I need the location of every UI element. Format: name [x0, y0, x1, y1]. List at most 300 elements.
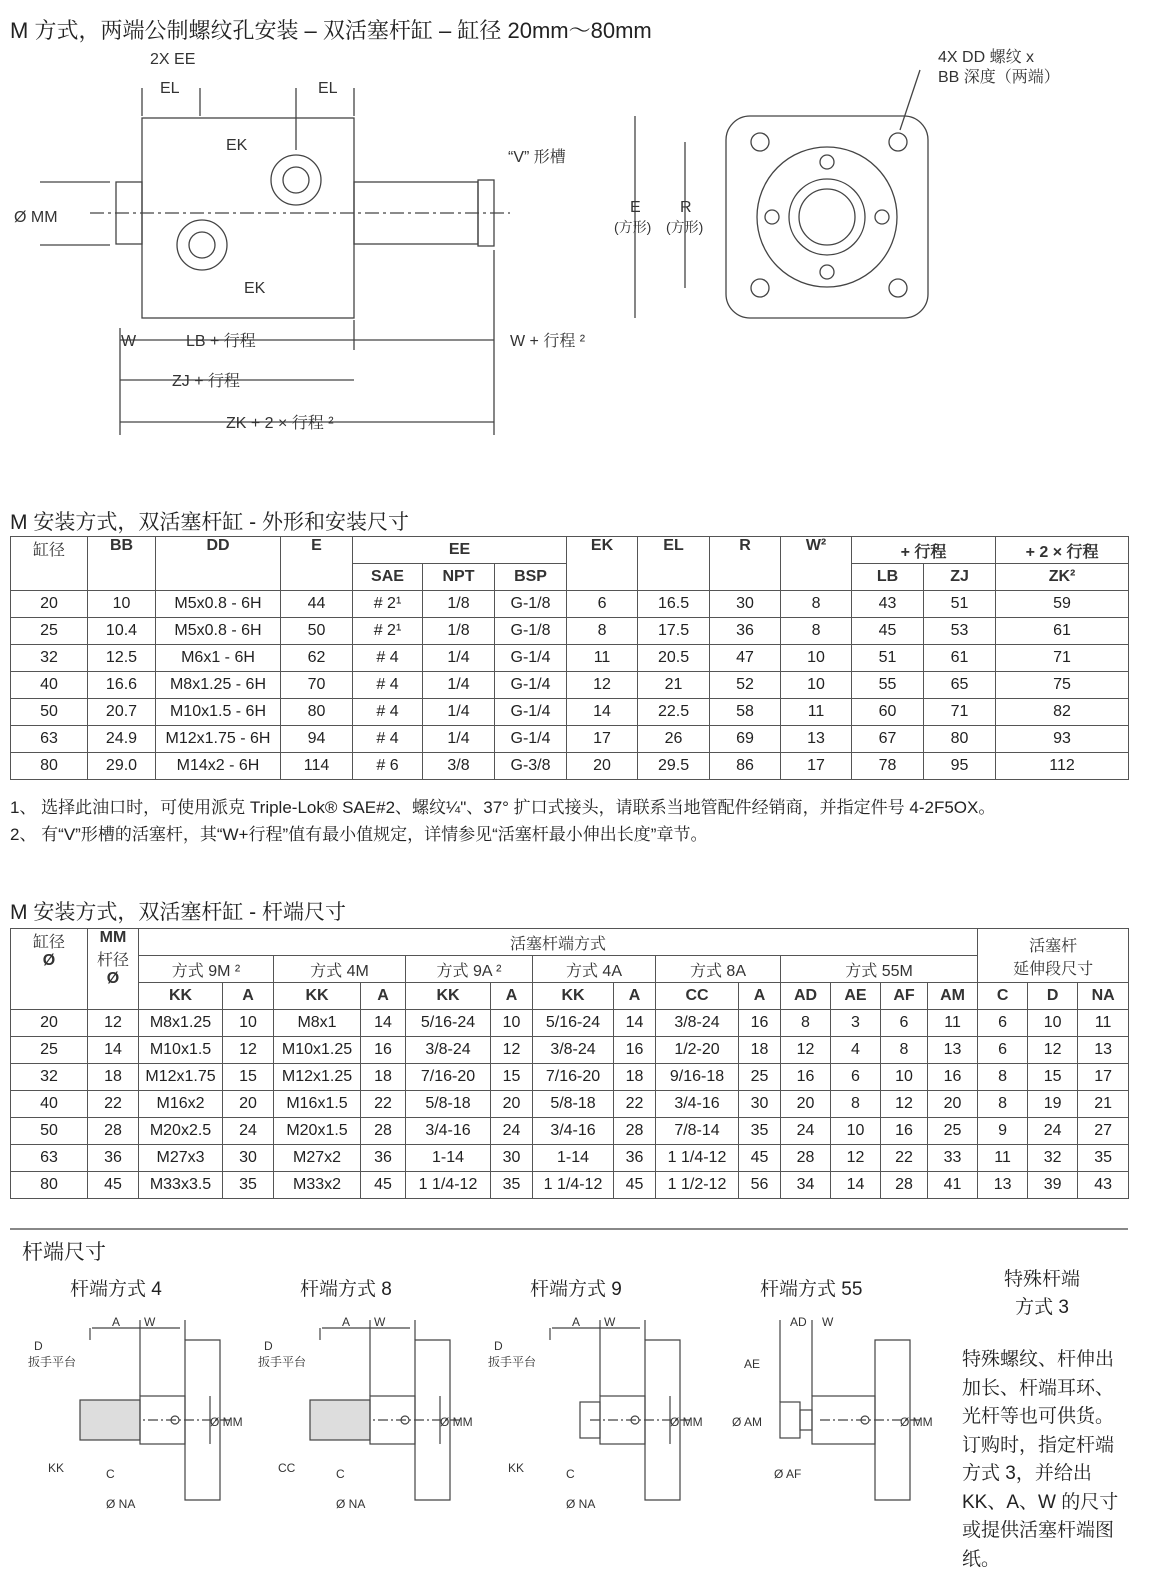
table-cell: 20.5: [638, 645, 710, 672]
table-cell: 56: [739, 1172, 781, 1199]
e-label: E: [630, 199, 641, 216]
rod-end-drawing: [250, 1310, 480, 1540]
table-cell: 12: [831, 1145, 881, 1172]
col-style-9a: 方式 9A ²: [406, 956, 533, 983]
rod-end-style-title: 杆端方式 55: [760, 1279, 863, 1300]
table-cell: 28: [361, 1118, 406, 1145]
table-cell: 24: [223, 1118, 274, 1145]
table-cell: 20: [928, 1091, 978, 1118]
table-cell: 21: [1078, 1091, 1129, 1118]
table-cell: 82: [996, 699, 1129, 726]
table-cell: 3/8-24: [406, 1037, 491, 1064]
table-cell: 1 1/4-12: [406, 1172, 491, 1199]
col-bb: BB: [88, 537, 156, 591]
table-cell: M33x2: [274, 1172, 361, 1199]
table-row: [11, 1172, 1129, 1199]
c-label: C: [566, 1467, 575, 1481]
table-cell: 71: [924, 699, 996, 726]
table-cell: 30: [710, 591, 781, 618]
cylinder-drawing-side: [0, 40, 620, 440]
table-cell: 35: [223, 1172, 274, 1199]
w-label: W: [822, 1315, 834, 1329]
table-cell: 28: [881, 1172, 928, 1199]
col-w: W²: [781, 537, 852, 591]
ek-label: EK: [226, 137, 248, 154]
table-cell: 28: [88, 1118, 139, 1145]
table-cell: 12: [1028, 1037, 1078, 1064]
table-cell: 26: [638, 726, 710, 753]
flat-label: 扳手平台: [488, 1355, 537, 1369]
table-cell: 20: [781, 1091, 831, 1118]
diameter-symbol: Ø: [106, 970, 120, 987]
table-cell: 1 1/4-12: [656, 1145, 739, 1172]
table-cell: 18: [739, 1037, 781, 1064]
rod-end-table: [10, 928, 1129, 1199]
table-cell: 32: [11, 1064, 88, 1091]
table-cell: 10: [88, 591, 156, 618]
zj-label: ZJ + 行程: [172, 373, 241, 390]
table-cell: 16: [928, 1064, 978, 1091]
table-cell: 43: [852, 591, 924, 618]
table-cell: M12x1.75 - 6H: [156, 726, 281, 753]
e-sub-label: (方形): [614, 219, 652, 235]
col-a: A: [739, 983, 781, 1010]
col-ek: EK: [567, 537, 638, 591]
col-kk: KK: [533, 983, 614, 1010]
rod-end-drawing: [480, 1310, 710, 1540]
col-plus-2stroke: + 2 × 行程: [996, 537, 1129, 564]
table-cell: 39: [1028, 1172, 1078, 1199]
port-top: [271, 155, 321, 205]
table-cell: 9/16-18: [656, 1064, 739, 1091]
table-cell: 58: [710, 699, 781, 726]
table-cell: 5/8-18: [406, 1091, 491, 1118]
table-cell: G-1/4: [495, 699, 567, 726]
table-cell: 8: [781, 618, 852, 645]
table-cell: 10: [781, 672, 852, 699]
col-ae: AE: [831, 983, 881, 1010]
mm-label: Ø MM: [14, 209, 58, 226]
table-cell: # 4: [353, 672, 423, 699]
dd-label: 4X DD 螺纹 x: [938, 49, 1035, 66]
d-label: D: [34, 1339, 43, 1353]
table-row: [11, 1064, 1129, 1091]
ek-label: EK: [244, 280, 266, 297]
table-cell: 45: [852, 618, 924, 645]
col-style-9m: 方式 9M ²: [139, 956, 274, 983]
table-cell: M5x0.8 - 6H: [156, 618, 281, 645]
table-cell: 1 1/4-12: [533, 1172, 614, 1199]
table-cell: 13: [928, 1037, 978, 1064]
table-cell: 63: [11, 1145, 88, 1172]
table-cell: 69: [710, 726, 781, 753]
table-cell: 28: [614, 1118, 656, 1145]
col-a: A: [491, 983, 533, 1010]
table-cell: 16: [361, 1037, 406, 1064]
col-am: AM: [928, 983, 978, 1010]
table-cell: 1-14: [406, 1145, 491, 1172]
table-cell: 112: [996, 753, 1129, 780]
col-plus-stroke: + 行程: [852, 537, 996, 564]
table-cell: 22: [361, 1091, 406, 1118]
a-label: A: [342, 1315, 351, 1329]
table-cell: 25: [739, 1064, 781, 1091]
table-cell: 67: [852, 726, 924, 753]
bore-label: 缸径: [32, 934, 65, 951]
table-row: [11, 1037, 1129, 1064]
table-cell: 65: [924, 672, 996, 699]
table-cell: 45: [88, 1172, 139, 1199]
diameter-symbol: Ø: [42, 952, 56, 969]
v-groove-label: “V” 形槽: [508, 149, 566, 166]
table-cell: M8x1.25 - 6H: [156, 672, 281, 699]
col-lb: LB: [852, 564, 924, 591]
col-style-4a: 方式 4A: [533, 956, 656, 983]
table-cell: 41: [928, 1172, 978, 1199]
table-cell: G-1/4: [495, 726, 567, 753]
table2-title: M 安装方式，双活塞杆缸 - 杆端尺寸: [10, 901, 346, 924]
table-cell: G-1/8: [495, 591, 567, 618]
table-cell: 18: [361, 1064, 406, 1091]
table-cell: 11: [1078, 1010, 1129, 1037]
table-cell: 63: [11, 726, 88, 753]
ad-label: AD: [790, 1315, 807, 1329]
ae-label: AE: [744, 1357, 761, 1371]
table-cell: 18: [88, 1064, 139, 1091]
table-cell: 10: [223, 1010, 274, 1037]
table-cell: 86: [710, 753, 781, 780]
table-cell: M6x1 - 6H: [156, 645, 281, 672]
table-cell: 22: [881, 1145, 928, 1172]
table-cell: 1/8: [423, 618, 495, 645]
w-label: W: [144, 1315, 156, 1329]
table-cell: 10: [1028, 1010, 1078, 1037]
col-ee: EE: [353, 537, 567, 564]
table-cell: 44: [281, 591, 353, 618]
table-cell: M8x1: [274, 1010, 361, 1037]
col-zk: ZK²: [996, 564, 1129, 591]
table-row: [11, 1010, 1129, 1037]
table-cell: 10.4: [88, 618, 156, 645]
dimensions-table: [10, 536, 1129, 780]
col-a: A: [614, 983, 656, 1010]
table-cell: 95: [924, 753, 996, 780]
table-cell: 12: [781, 1037, 831, 1064]
table-row: [11, 645, 1129, 672]
rod-end-style-title: 杆端方式 4: [70, 1279, 162, 1300]
table-cell: 11: [781, 699, 852, 726]
table-cell: M10x1.25: [274, 1037, 361, 1064]
table-cell: 16: [781, 1064, 831, 1091]
col-zj: ZJ: [924, 564, 996, 591]
am-label: Ø AM: [732, 1415, 763, 1429]
table-cell: 20: [567, 753, 638, 780]
ext-label: 活塞杆: [1029, 937, 1078, 955]
col-ad: AD: [781, 983, 831, 1010]
mm-label: Ø MM: [440, 1415, 473, 1429]
divider: [10, 1228, 1128, 1230]
c-label: C: [336, 1467, 345, 1481]
table-cell: 9: [978, 1118, 1028, 1145]
table-cell: 1/2-20: [656, 1037, 739, 1064]
table-cell: 20: [11, 591, 88, 618]
footnote-1: 1、 选择此油口时，可使用派克 Triple-Lok® SAE#2、螺纹¼"、37° 扩口式接头，请联系当地管配件经销商，并指定件号 4-2F5OX。: [10, 798, 996, 817]
table-cell: 17: [1078, 1064, 1129, 1091]
table-cell: 36: [88, 1145, 139, 1172]
col-dd: DD: [156, 537, 281, 591]
w-label: W: [604, 1315, 616, 1329]
table-cell: 5/8-18: [533, 1091, 614, 1118]
table-cell: 13: [1078, 1037, 1129, 1064]
table-row: [11, 726, 1129, 753]
special-title-1: 特殊杆端: [1003, 1269, 1080, 1290]
a-label: A: [112, 1315, 121, 1329]
page-title: M 方式，两端公制螺纹孔安装 – 双活塞杆缸 – 缸径 20mm～80mm: [10, 18, 652, 43]
table-cell: M14x2 - 6H: [156, 753, 281, 780]
table-cell: 29.0: [88, 753, 156, 780]
special-style-text: 特殊螺纹、杆伸出加长、杆端耳环、光杆等也可供货。订购时，指定杆端方式 3，并给出 KK、A、W 的尺寸或提供活塞杆端图纸。: [962, 1349, 1119, 1570]
col-r: R: [710, 537, 781, 591]
table-cell: 11: [978, 1145, 1028, 1172]
table-cell: 59: [996, 591, 1129, 618]
table-cell: M16x2: [139, 1091, 223, 1118]
table-cell: 14: [361, 1010, 406, 1037]
table-cell: 10: [831, 1118, 881, 1145]
table-cell: 7/16-20: [533, 1064, 614, 1091]
flat-label: 扳手平台: [28, 1355, 77, 1369]
table-cell: 6: [978, 1037, 1028, 1064]
table-cell: 3/4-16: [656, 1091, 739, 1118]
table-cell: 14: [831, 1172, 881, 1199]
table-cell: 28: [781, 1145, 831, 1172]
table-cell: 35: [739, 1118, 781, 1145]
table-cell: G-1/4: [495, 672, 567, 699]
rod-end-drawing: [710, 1310, 940, 1540]
table-cell: 22: [88, 1091, 139, 1118]
table-cell: G-3/8: [495, 753, 567, 780]
col-a: A: [361, 983, 406, 1010]
table-cell: 5/16-24: [533, 1010, 614, 1037]
rod-end-style-title: 杆端方式 8: [300, 1279, 392, 1300]
ee-label: 2X EE: [150, 51, 196, 68]
table-cell: 16.5: [638, 591, 710, 618]
col-mm: [88, 929, 139, 1010]
table-cell: 62: [281, 645, 353, 672]
table-cell: 80: [281, 699, 353, 726]
mm-label: Ø MM: [900, 1415, 933, 1429]
table-cell: 25: [928, 1118, 978, 1145]
table-cell: 94: [281, 726, 353, 753]
table-cell: 40: [11, 1091, 88, 1118]
table-cell: 35: [1078, 1145, 1129, 1172]
table-cell: 17: [781, 753, 852, 780]
table-cell: 12.5: [88, 645, 156, 672]
table-cell: 50: [11, 1118, 88, 1145]
col-kk: KK: [406, 983, 491, 1010]
table-cell: 34: [781, 1172, 831, 1199]
mm-label: MM: [99, 929, 127, 946]
table-cell: 80: [924, 726, 996, 753]
table-cell: 36: [361, 1145, 406, 1172]
table-cell: 21: [638, 672, 710, 699]
table-cell: G-1/4: [495, 645, 567, 672]
table-cell: 13: [978, 1172, 1028, 1199]
table-cell: 55: [852, 672, 924, 699]
table-cell: 13: [781, 726, 852, 753]
footnote-2: 2、 有“V”形槽的活塞杆，其“W+行程”值有最小值规定，详情参见“活塞杆最小伸出长度”章节。: [10, 825, 708, 844]
table-cell: 5/16-24: [406, 1010, 491, 1037]
col-style-4m: 方式 4M: [274, 956, 406, 983]
table-cell: 12: [491, 1037, 533, 1064]
table1-title: M 安装方式，双活塞杆缸 - 外形和安装尺寸: [10, 511, 409, 534]
table-cell: 17: [567, 726, 638, 753]
r-label: R: [680, 199, 692, 216]
col-npt: NPT: [423, 564, 495, 591]
table-cell: # 2¹: [353, 618, 423, 645]
table-cell: 6: [567, 591, 638, 618]
cylinder-drawing-end: [600, 40, 1120, 340]
col-af: AF: [881, 983, 928, 1010]
table-cell: 61: [996, 618, 1129, 645]
table-cell: 14: [614, 1010, 656, 1037]
table-row: [11, 672, 1129, 699]
table-cell: 1-14: [533, 1145, 614, 1172]
flat-label: 扳手平台: [258, 1355, 307, 1369]
table-cell: 45: [614, 1172, 656, 1199]
special-title-2: 方式 3: [1015, 1297, 1069, 1318]
table-cell: 71: [996, 645, 1129, 672]
table-cell: 114: [281, 753, 353, 780]
rod-end-drawing: [20, 1310, 250, 1540]
table-cell: 8: [978, 1064, 1028, 1091]
table-cell: 24.9: [88, 726, 156, 753]
table-cell: 10: [781, 645, 852, 672]
na-label: Ø NA: [566, 1497, 596, 1511]
table-row: [11, 591, 1129, 618]
col-bore: [11, 929, 88, 1010]
table-cell: 3/8-24: [656, 1010, 739, 1037]
table-cell: 8: [781, 591, 852, 618]
table-cell: 47: [710, 645, 781, 672]
table-cell: 8: [781, 1010, 831, 1037]
table-cell: 1/4: [423, 672, 495, 699]
table-cell: 3/8-24: [533, 1037, 614, 1064]
table-cell: # 6: [353, 753, 423, 780]
na-label: Ø NA: [106, 1497, 136, 1511]
a-label: A: [572, 1315, 581, 1329]
table-cell: 11: [928, 1010, 978, 1037]
d-label: D: [494, 1339, 503, 1353]
table-cell: 20.7: [88, 699, 156, 726]
table-cell: 78: [852, 753, 924, 780]
col-extension: [978, 929, 1129, 983]
zk-label: ZK + 2 × 行程 ²: [226, 415, 334, 432]
table-cell: 45: [361, 1172, 406, 1199]
lb-label: LB + 行程: [186, 333, 256, 350]
na-label: Ø NA: [336, 1497, 366, 1511]
table-cell: 29.5: [638, 753, 710, 780]
table-row: [11, 618, 1129, 645]
table-cell: 24: [781, 1118, 831, 1145]
table-cell: 93: [996, 726, 1129, 753]
table-cell: M5x0.8 - 6H: [156, 591, 281, 618]
table-cell: 20: [491, 1091, 533, 1118]
table-cell: 20: [223, 1091, 274, 1118]
table-cell: 15: [223, 1064, 274, 1091]
table-cell: 75: [996, 672, 1129, 699]
table-cell: 4: [831, 1037, 881, 1064]
table-cell: 14: [567, 699, 638, 726]
mm-label: Ø MM: [210, 1415, 243, 1429]
table-cell: 12: [881, 1091, 928, 1118]
table-cell: M27x2: [274, 1145, 361, 1172]
table-cell: 16: [614, 1037, 656, 1064]
table-cell: 14: [88, 1037, 139, 1064]
table-cell: 53: [924, 618, 996, 645]
table-cell: M27x3: [139, 1145, 223, 1172]
table-cell: 10: [491, 1010, 533, 1037]
w-stroke-label: W + 行程 ²: [510, 333, 586, 350]
el-label: EL: [318, 80, 338, 97]
table-cell: 50: [11, 699, 88, 726]
table-cell: 45: [739, 1145, 781, 1172]
table-cell: 24: [491, 1118, 533, 1145]
thread-label: KK: [508, 1461, 525, 1475]
table-cell: 61: [924, 645, 996, 672]
table-cell: G-1/8: [495, 618, 567, 645]
table-cell: 1/4: [423, 699, 495, 726]
table-cell: 25: [11, 1037, 88, 1064]
table-cell: 32: [1028, 1145, 1078, 1172]
table-row: [11, 753, 1129, 780]
table-cell: 6: [881, 1010, 928, 1037]
table-cell: 11: [567, 645, 638, 672]
table-cell: 70: [281, 672, 353, 699]
table-cell: M33x3.5: [139, 1172, 223, 1199]
table-cell: 7/8-14: [656, 1118, 739, 1145]
table-cell: # 4: [353, 645, 423, 672]
table-cell: 16: [881, 1118, 928, 1145]
col-rod-end-style: 活塞杆端方式: [139, 929, 978, 956]
table-cell: 50: [281, 618, 353, 645]
table-row: [11, 1091, 1129, 1118]
table-cell: 35: [491, 1172, 533, 1199]
col-bore: 缸径: [11, 537, 88, 591]
table-cell: 43: [1078, 1172, 1129, 1199]
table-cell: 51: [852, 645, 924, 672]
table-cell: 6: [978, 1010, 1028, 1037]
col-style-55m: 方式 55M: [781, 956, 978, 983]
table-cell: 1/8: [423, 591, 495, 618]
table-cell: 60: [852, 699, 924, 726]
table-row: [11, 1145, 1129, 1172]
table-row: [11, 699, 1129, 726]
table-cell: 22: [614, 1091, 656, 1118]
table-cell: 10: [881, 1064, 928, 1091]
table-cell: 12: [88, 1010, 139, 1037]
table-cell: 80: [11, 1172, 88, 1199]
table-cell: 16.6: [88, 672, 156, 699]
r-sub-label: (方形): [666, 219, 704, 235]
table-cell: 33: [928, 1145, 978, 1172]
table-cell: 51: [924, 591, 996, 618]
table-cell: 3: [831, 1010, 881, 1037]
col-d: D: [1028, 983, 1078, 1010]
table-cell: M8x1.25: [139, 1010, 223, 1037]
port-bottom: [177, 220, 227, 270]
table-cell: 12: [223, 1037, 274, 1064]
table-cell: 12: [567, 672, 638, 699]
